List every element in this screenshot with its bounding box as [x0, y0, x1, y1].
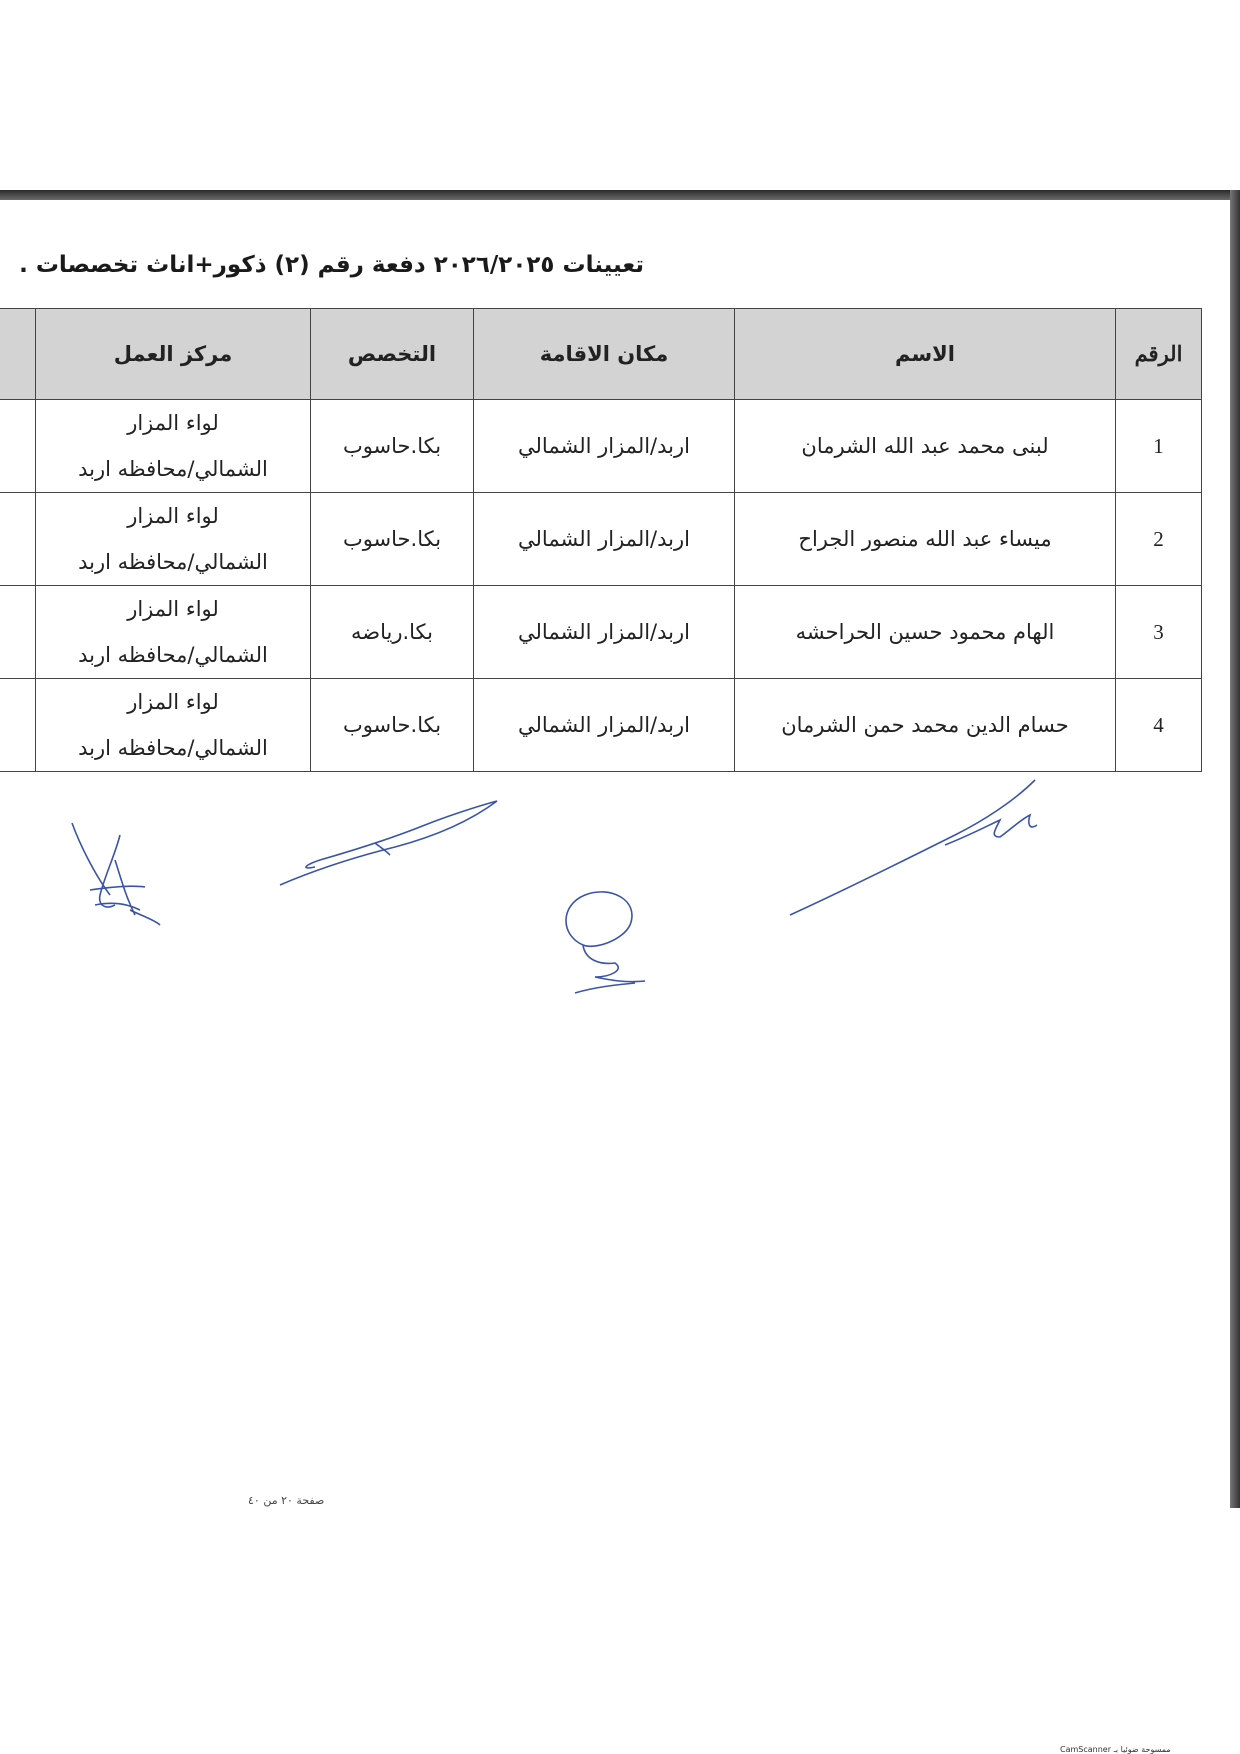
table-row: [0, 586, 1202, 679]
cell-cut-off: [0, 679, 36, 772]
cell-number: 4: [1116, 679, 1202, 772]
work-center-line1: لواء المزار: [127, 690, 219, 714]
cell-specialization: بكا.حاسوب: [311, 400, 474, 493]
table-header-row: [0, 309, 1202, 400]
cell-residence: اربد/المزار الشمالي: [474, 586, 735, 679]
cell-specialization: بكا.حاسوب: [311, 493, 474, 586]
page-number: صفحة ٢٠ من ٤٠: [248, 1494, 325, 1507]
cell-residence: اربد/المزار الشمالي: [474, 679, 735, 772]
work-center-line2: الشمالي/محافظه اربد: [78, 550, 268, 574]
cell-number: 3: [1116, 586, 1202, 679]
cell-cut-off: [0, 400, 36, 493]
cell-residence: اربد/المزار الشمالي: [474, 400, 735, 493]
cell-name: ميساء عبد الله منصور الجراح: [735, 493, 1116, 586]
cell-residence: اربد/المزار الشمالي: [474, 493, 735, 586]
cell-work-center: [36, 400, 311, 493]
table-row: [0, 679, 1202, 772]
cell-specialization: بكا.رياضه: [311, 586, 474, 679]
cell-name: حسام الدين محمد حمن الشرمان: [735, 679, 1116, 772]
table-row: [0, 493, 1202, 586]
document-title: تعيينات ٢٠٢٦/٢٠٢٥ دفعة رقم (٢) ذكور+اناث تخصصات .: [19, 252, 644, 278]
cell-work-center: [36, 586, 311, 679]
header-name: الاسم: [735, 309, 1116, 400]
work-center-line1: لواء المزار: [127, 411, 219, 435]
cell-cut-off: [0, 493, 36, 586]
work-center-line2: الشمالي/محافظه اربد: [78, 643, 268, 667]
work-center-line2: الشمالي/محافظه اربد: [78, 457, 268, 481]
cell-work-center: [36, 493, 311, 586]
cell-name: لبنى محمد عبد الله الشرمان: [735, 400, 1116, 493]
cell-number: 2: [1116, 493, 1202, 586]
header-residence: مكان الاقامة: [474, 309, 735, 400]
scanner-watermark: CamScanner ممسوحة ضوئيا بـ: [1060, 1745, 1171, 1754]
cell-name: الهام محمود حسين الحراحشه: [735, 586, 1116, 679]
table-row: [0, 400, 1202, 493]
scan-top-edge: [0, 190, 1240, 200]
work-center-line1: لواء المزار: [127, 597, 219, 621]
work-center-line1: لواء المزار: [127, 504, 219, 528]
header-cut-off-column: [0, 309, 36, 400]
signature-4: [785, 775, 1055, 920]
header-specialization: التخصص: [311, 309, 474, 400]
appointments-table: [0, 308, 1202, 772]
signature-1: [60, 815, 170, 930]
cell-number: 1: [1116, 400, 1202, 493]
cell-work-center: [36, 679, 311, 772]
work-center-line2: الشمالي/محافظه اربد: [78, 736, 268, 760]
signature-2: [275, 795, 505, 895]
scan-right-edge: [1230, 190, 1240, 1508]
cell-specialization: بكا.حاسوب: [311, 679, 474, 772]
signature-3: [555, 885, 655, 1000]
cell-cut-off: [0, 586, 36, 679]
header-number: الرقم: [1116, 309, 1202, 400]
header-work-center: مركز العمل: [36, 309, 311, 400]
